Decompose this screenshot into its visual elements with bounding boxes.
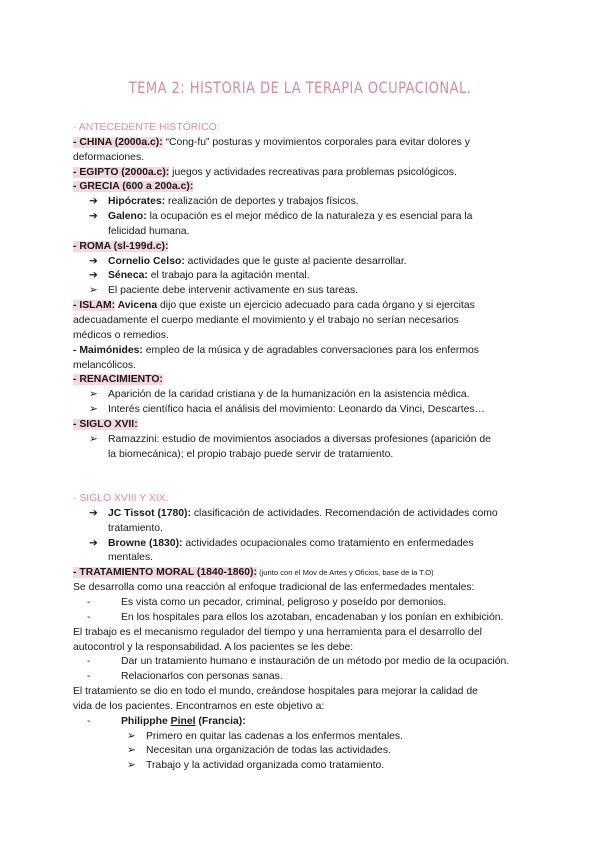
pinel-bullet-2 xyxy=(73,744,533,759)
ramazzini-item xyxy=(73,433,533,448)
siglo17-label: - SIGLO XVII: xyxy=(73,418,138,430)
renacimiento-bullet-2-text: Interés científico hacia el análisis del movimiento: Leonardo da Vinci, Descartes… xyxy=(108,404,485,416)
trabajo-text: El trabajo es el mecanismo regulador del tiempo y una herramienta para el desarrollo del xyxy=(73,626,482,638)
arrow-icon: ➔ xyxy=(89,196,98,208)
maimonides-text: empleo de la música y de agradables conversaciones para los enfermos xyxy=(142,344,480,356)
seneca-name: Séneca: xyxy=(108,270,148,282)
arrow-icon: ➔ xyxy=(89,537,98,549)
china-line xyxy=(73,136,533,151)
pinel-bullet-3 xyxy=(73,759,533,774)
browne-name: Browne (1830): xyxy=(108,537,183,549)
dash-item-3-text: Dar un tratamiento humano e instauración de un método por medio de la ocupación. xyxy=(121,656,510,668)
egipto-line xyxy=(73,166,533,181)
china-text-cont: deformaciones. xyxy=(73,151,145,163)
seneca-item xyxy=(73,269,533,284)
triangle-bullet-icon: ➢ xyxy=(89,285,98,297)
roma-bullet-3-text: El paciente debe intervenir activamente en sus tareas. xyxy=(108,285,359,297)
celso-name: Cornelio Celso: xyxy=(108,255,185,267)
egipto-label: - EGIPTO (2000a.c): xyxy=(73,166,170,178)
trabajo-text-cont: autocontrol y la responsabilidad. A los pacientes se les debe: xyxy=(73,641,354,653)
maimonides-label: - Maimónides: xyxy=(73,344,143,356)
galeno-text: la ocupación es el mejor médico de la naturaleza y es esencial para la xyxy=(146,211,473,223)
avicena-name: Avicena xyxy=(115,300,158,312)
galeno-item xyxy=(73,210,533,225)
browne-text-cont: mentales. xyxy=(108,552,154,564)
arrow-icon: ➔ xyxy=(89,270,98,282)
dash-item-1-text: Es vista como un pecador, criminal, peligroso y poseído por demonios. xyxy=(121,597,447,608)
dash-icon: - xyxy=(87,611,91,623)
renacimiento-line xyxy=(73,373,533,388)
celso-text: actividades que le guste al paciente desarrollar. xyxy=(184,255,407,267)
section-heading-antecedente: · ANTECEDENTE HISTÓRICO: xyxy=(73,122,220,133)
tissot-name: JC Tissot (1780): xyxy=(108,507,191,519)
renacimiento-bullet-2 xyxy=(73,403,533,418)
hipocrates-text: realización de deportes y trabajos físicos. xyxy=(165,196,359,208)
pinel-name: Pinel xyxy=(170,715,196,727)
celso-item xyxy=(73,255,533,270)
arrow-icon: ➔ xyxy=(89,211,98,223)
dash-icon: - xyxy=(87,656,91,668)
browne-item xyxy=(73,537,533,552)
dash-icon: - xyxy=(87,715,91,727)
islam-label: - ISLAM: xyxy=(73,300,116,312)
ramazzini-text-cont: la biomecánica); el propio trabajo puede servir de tratamiento. xyxy=(108,448,394,460)
renacimiento-bullet-1 xyxy=(73,388,533,403)
dash-item-2 xyxy=(73,611,533,626)
maimonides-line xyxy=(73,344,533,359)
islam-text: dijo que existe un ejercicio adecuado para cada órgano y si ejercitas xyxy=(157,300,475,312)
arrow-icon: ➔ xyxy=(89,507,98,519)
galeno-text-cont: felicidad humana. xyxy=(108,225,190,237)
pinel-bullet-1-text: Primero en quitar las cadenas a los enfermos mentales. xyxy=(146,730,404,742)
browne-text: actividades ocupacionales como tratamiento en enfermedades xyxy=(182,537,474,549)
document-body xyxy=(73,121,533,774)
moral-label: - TRATAMIENTO MORAL (1840-1860): xyxy=(73,567,257,579)
seneca-text: el trabajo para la agitación mental. xyxy=(147,270,310,282)
dash-item-2-text: En los hospitales para ellos los azotaban, encadenaban y los ponían en exhibición. xyxy=(121,611,504,623)
renacimiento-label: - RENACIMIENTO: xyxy=(73,374,163,386)
extend-text: El tratamiento se dio en todo el mundo, creándose hospitales para mejorar la calidad de xyxy=(73,686,478,698)
moral-line xyxy=(73,566,533,581)
dash-icon: - xyxy=(87,671,91,683)
dash-icon: - xyxy=(87,597,91,608)
roma-label: - ROMA (sl-199d.c): xyxy=(73,240,169,252)
page-title: TEMA 2: HISTORIA DE LA TERAPIA OCUPACIONAL. xyxy=(128,78,472,97)
china-label: - CHINA (2000a.c): xyxy=(73,136,163,148)
roma-bullet-3 xyxy=(73,284,533,299)
section-heading-siglo18: · SIGLO XVIII Y XIX: xyxy=(73,493,169,505)
islam-text-cont-1: adecuadamente el cuerpo mediante el movimiento y el trabajo no serían necesarios xyxy=(73,314,459,326)
triangle-bullet-icon: ➢ xyxy=(89,404,98,416)
pinel-item xyxy=(73,715,533,730)
pinel-suffix: (Francia): xyxy=(195,715,246,727)
triangle-bullet-icon: ➢ xyxy=(89,389,98,401)
dash-item-3 xyxy=(73,655,533,670)
hipocrates-item xyxy=(73,195,533,210)
dash-item-1 xyxy=(73,596,533,611)
egipto-text: juegos y actividades recreativas para problemas psicológicos. xyxy=(169,166,457,178)
moral-note: (junto con el Mov de Artes y Oficios, base de la T.O) xyxy=(256,568,434,578)
pinel-bullet-2-text: Necesitan una organización de todas las actividades. xyxy=(146,745,391,757)
pinel-bullet-3-text: Trabajo y la actividad organizada como tratamiento. xyxy=(146,760,385,772)
arrow-icon: ➔ xyxy=(89,255,98,267)
renacimiento-bullet-1-text: Aparición de la caridad cristiana y de la humanización en la asistencia médica. xyxy=(108,389,470,401)
section-gap xyxy=(73,462,533,492)
grecia-label: - GRECIA (600 a 200a.c): xyxy=(73,181,194,193)
siglo17-line xyxy=(73,418,533,433)
extend-text-cont: vida de los pacientes. Encontramos en este objetivo a: xyxy=(73,700,325,712)
triangle-bullet-icon: ➢ xyxy=(89,433,98,445)
tissot-item xyxy=(73,507,533,522)
islam-text-cont-2: médicos o remedios. xyxy=(73,329,169,341)
tissot-text-cont: tratamiento. xyxy=(108,522,163,534)
hipocrates-name: Hipócrates: xyxy=(108,196,166,208)
dash-item-4-text: Relacionarlos con personas sanas. xyxy=(121,671,283,683)
pinel-bullet-1 xyxy=(73,730,533,745)
china-text: “Cong-fu” posturas y movimientos corporales para evitar dolores y xyxy=(162,136,470,148)
roma-line xyxy=(73,240,533,255)
triangle-bullet-icon: ➢ xyxy=(127,760,136,772)
galeno-name: Galeno: xyxy=(108,211,147,223)
islam-line xyxy=(73,299,533,314)
tissot-text: clasificación de actividades. Recomendación de actividades como xyxy=(190,507,498,519)
moral-intro: Se desarrolla como una reacción al enfoque tradicional de las enfermedades mentales: xyxy=(73,582,475,594)
maimonides-text-cont: melancólicos. xyxy=(73,359,136,371)
ramazzini-text: Ramazzini: estudio de movimientos asociados a diversas profesiones (aparición de xyxy=(108,433,491,445)
grecia-line xyxy=(73,180,533,195)
triangle-bullet-icon: ➢ xyxy=(127,745,136,757)
pinel-prefix: Philipphe xyxy=(121,715,171,727)
dash-item-4 xyxy=(73,670,533,685)
triangle-bullet-icon: ➢ xyxy=(127,730,136,742)
